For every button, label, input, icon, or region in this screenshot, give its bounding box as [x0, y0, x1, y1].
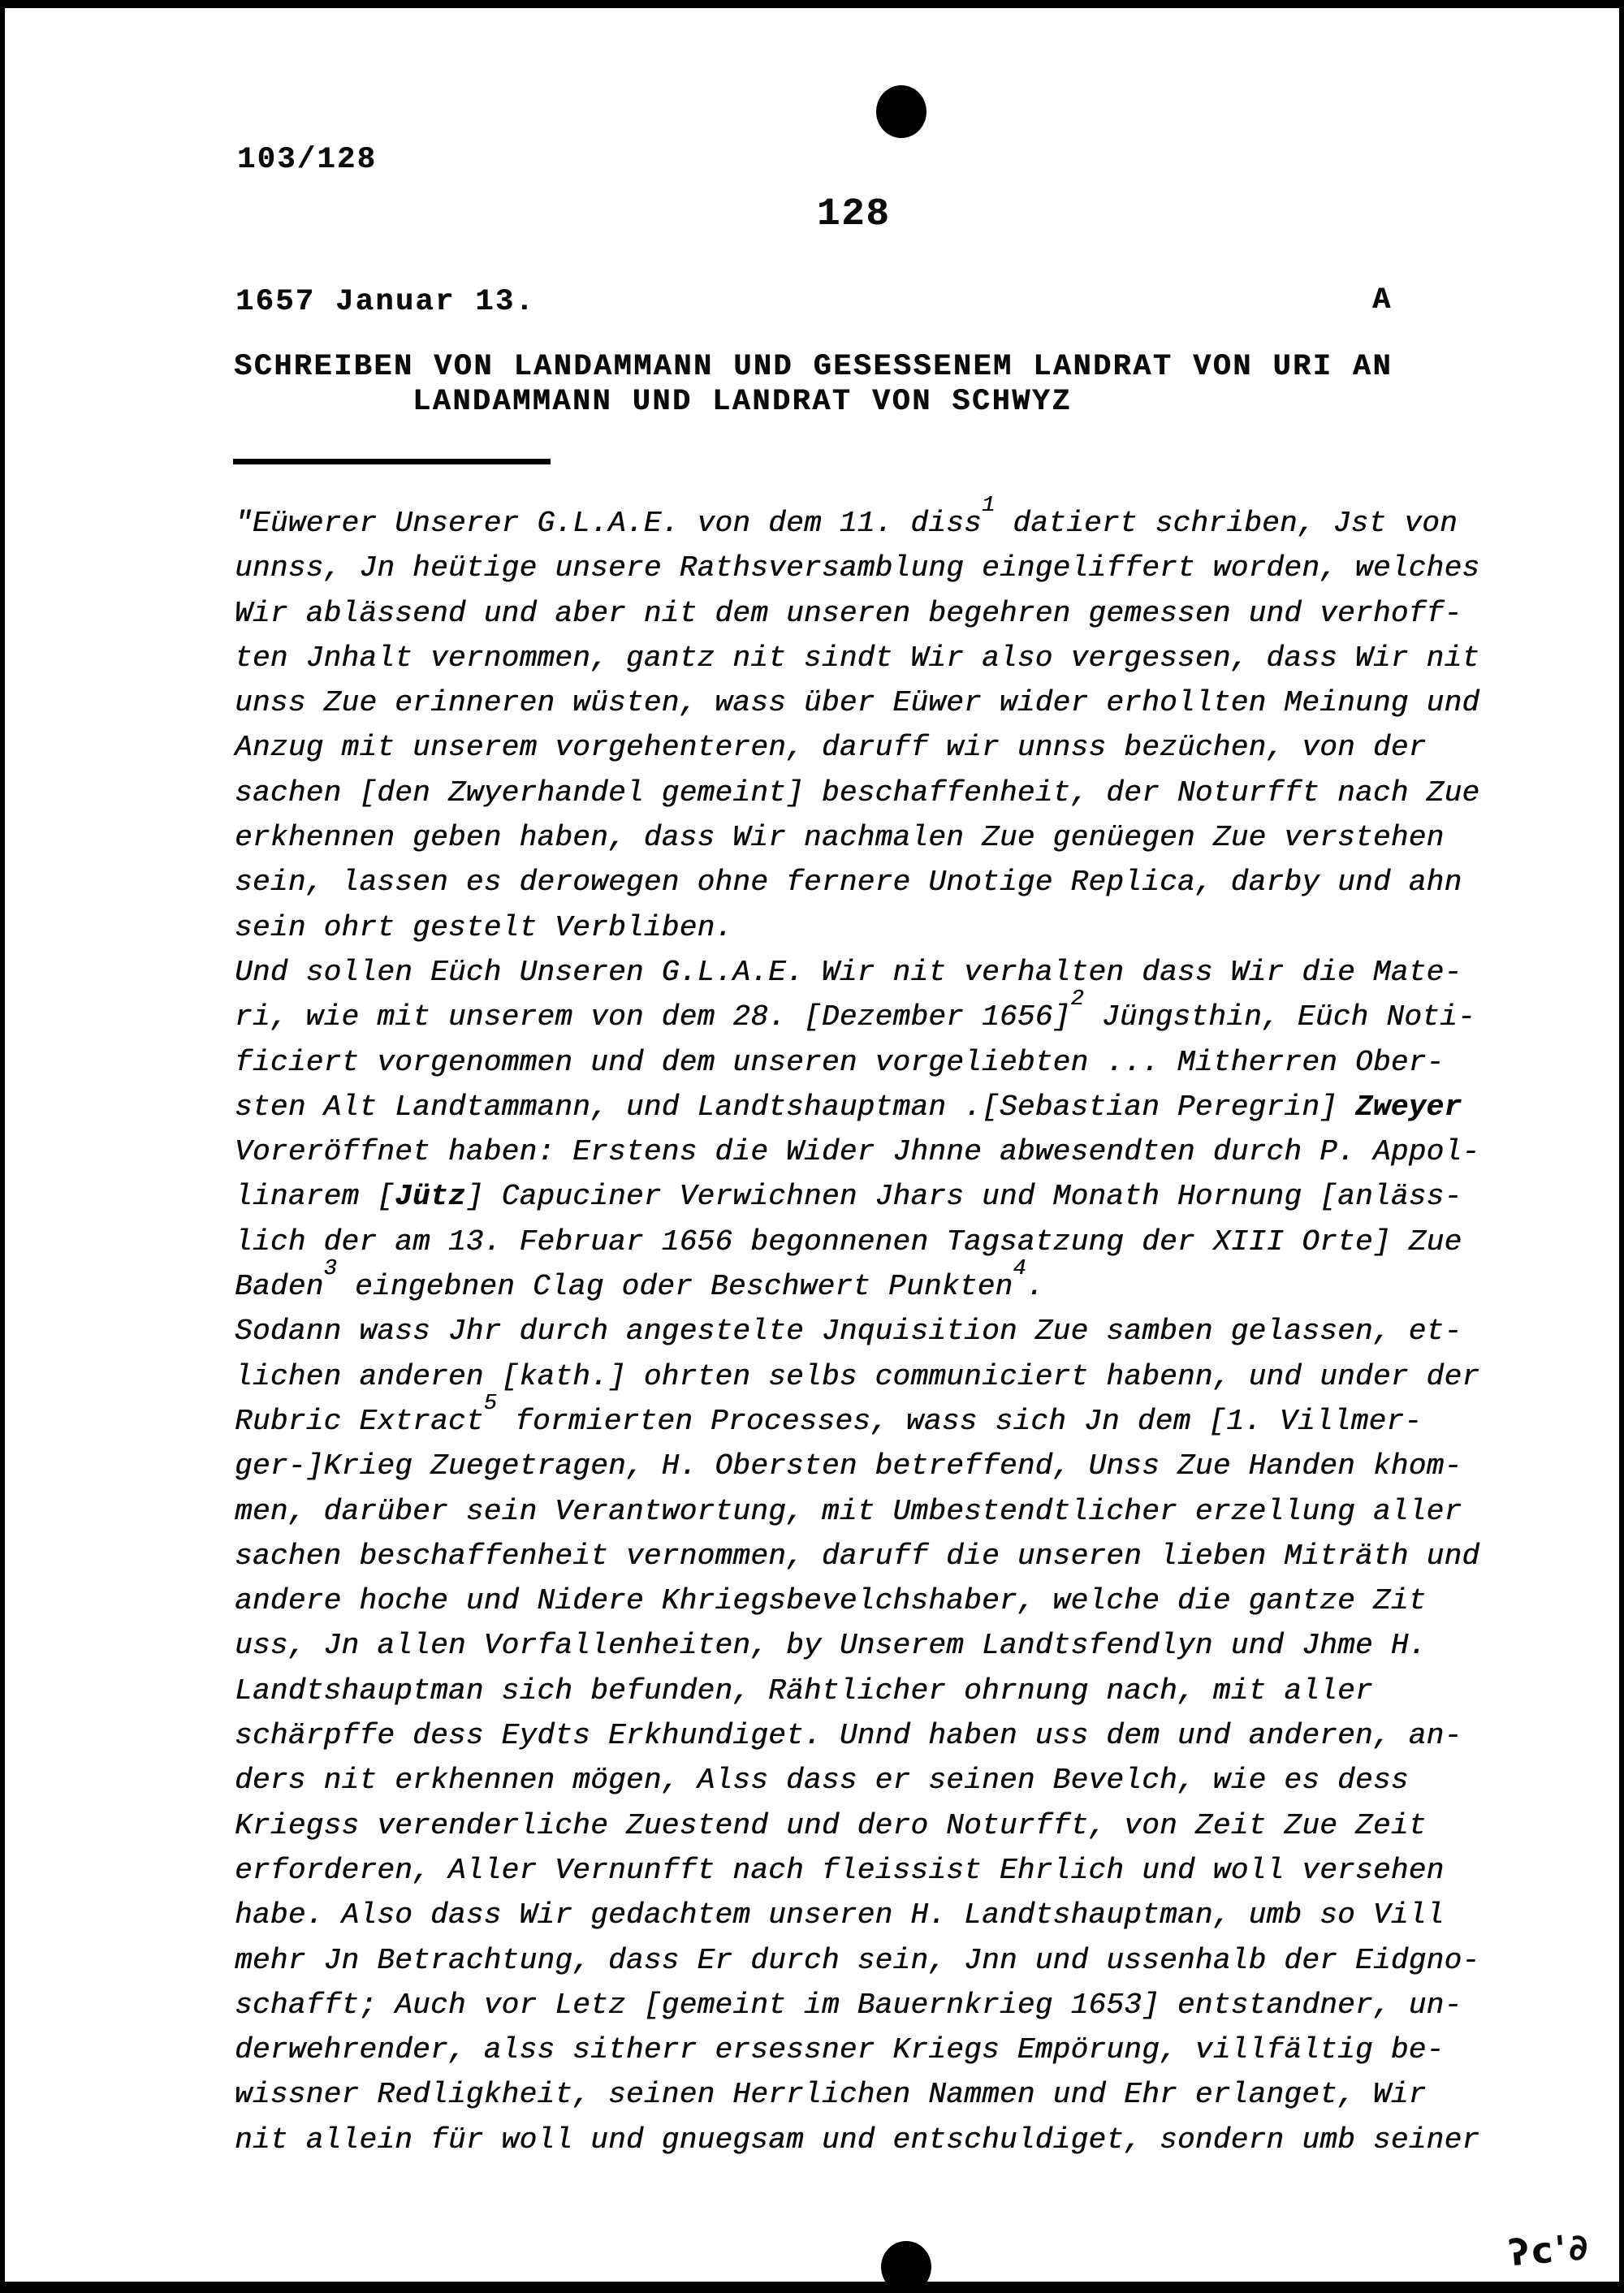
body-line	[235, 1391, 1534, 1444]
footnote-marker: 1	[981, 493, 996, 518]
text-segment: .	[1026, 1270, 1044, 1304]
footnote-marker: 5	[483, 1391, 498, 1416]
text-segment: Anzug mit unserem vorgehenteren, daruff wir unnss bezüchen, von der	[235, 731, 1427, 765]
text-segment: unss Zue erinneren wüsten, wass über Eüwer wider erhollten Meinung und	[235, 686, 1480, 720]
body-line	[235, 725, 1534, 770]
emphasized-text: Zweyer	[1354, 1090, 1462, 1124]
text-segment: ficiert vorgenommen und dem unseren vorgeliebten ... Mitherren Ober-	[235, 1045, 1445, 1079]
text-segment: ri, wie mit unserem von dem 28. [Dezember 1656]	[235, 1000, 1071, 1034]
body-line	[235, 1578, 1534, 1623]
text-segment: uss, Jn allen Vorfallenheiten, by Unserem Landtsfendlyn und Jhme H.	[235, 1629, 1427, 1663]
text-segment: Und sollen Eüch Unseren G.L.A.E. Wir nit verhalten dass Wir die Mate-	[235, 955, 1462, 989]
text-segment: men, darüber sein Verantwortung, mit Umbestendtlicher erzellung aller	[235, 1494, 1462, 1528]
body-line	[235, 1444, 1534, 1488]
body-line	[235, 771, 1534, 815]
body-line	[235, 493, 1534, 546]
text-segment: linarem [	[235, 1180, 395, 1214]
text-segment: sten Alt Landtammann, und Landtshauptman .[Sebastian Peregrin]	[235, 1090, 1355, 1124]
text-segment: erkhennen geben haben, dass Wir nachmalen Zue genüegen Zue verstehen	[235, 821, 1445, 855]
text-segment: Sodann wass Jhr durch angestelte Jnquisition Zue samben gelassen, et-	[235, 1315, 1462, 1349]
text-segment: sein ohrt gestelt Verbliben.	[235, 910, 733, 944]
text-segment: ] Capuciner Verwichnen Jhars und Monath Hornung [anläss-	[465, 1180, 1462, 1214]
body-line	[235, 1489, 1534, 1534]
body-line	[235, 1758, 1534, 1803]
text-segment: nit allein für woll und gnuegsam und entschuldiget, sondern umb seiner	[235, 2122, 1480, 2157]
body-line	[235, 1713, 1534, 1758]
body-line	[235, 905, 1534, 950]
body-line	[235, 987, 1534, 1039]
text-segment: lichen anderen [kath.] ohrten selbs communiciert habenn, und under der	[235, 1359, 1480, 1393]
text-segment: schafft; Auch vor Letz [gemeint im Bauernkrieg 1653] entstandner, un-	[235, 1988, 1462, 2022]
footnote-marker: 4	[1013, 1256, 1026, 1281]
date-line: 1657 Januar 13.	[235, 285, 536, 319]
body-line	[235, 591, 1534, 636]
text-segment: ders nit erkhennen mögen, Alss dass er seinen Bevelch, wie es dess	[235, 1764, 1409, 1798]
text-segment: datiert schriben, Jst von	[995, 507, 1458, 540]
body-line	[235, 1085, 1534, 1129]
text-segment: Baden	[235, 1270, 324, 1304]
body-line	[235, 1669, 1534, 1713]
text-segment: ger-]Krieg Zuegetragen, H. Obersten betreffend, Unss Zue Handen khom-	[235, 1449, 1462, 1483]
body-line	[235, 1220, 1534, 1264]
text-segment: Wir ablässend und aber nit dem unseren begehren gemessen und verhoff-	[235, 596, 1462, 630]
body-line	[235, 815, 1534, 860]
text-segment: Landtshauptman sich befunden, Rähtlicher ohrnung nach, mit aller	[235, 1673, 1373, 1708]
body-line	[235, 2027, 1534, 2072]
body-line	[235, 1893, 1534, 1937]
body-line	[235, 546, 1534, 590]
text-segment: Kriegss verenderliche Zuestend und dero Noturfft, von Zeit Zue Zeit	[235, 1808, 1427, 1842]
heading-line-1: SCHREIBEN VON LANDAMMANN UND GESESSENEM LANDRAT VON URI AN	[234, 350, 1393, 384]
body-line	[235, 1803, 1534, 1848]
text-segment: sein, lassen es derowegen ohne fernere Unotige Replica, darby und ahn	[235, 866, 1462, 900]
body-line	[235, 1040, 1534, 1085]
text-segment: wissner Redligkheit, seinen Herrlichen Nammen und Ehr erlanget, Wir	[235, 2078, 1427, 2112]
sheet-number: 103/128	[237, 143, 378, 177]
text-segment: "Eüwerer Unserer G.L.A.E. von dem 11. diss	[235, 507, 982, 540]
text-segment: mehr Jn Betrachtung, dass Er durch sein, Jnn und ussenhalb der Eidgno-	[235, 1943, 1480, 1977]
body-text	[235, 493, 1534, 2162]
text-segment: Jüngsthin, Eüch Noti-	[1083, 1000, 1475, 1034]
body-line	[235, 2118, 1534, 2162]
body-line	[235, 1983, 1534, 2027]
text-segment: schärpffe dess Eydts Erkhundiget. Unnd haben uss dem und anderen, an-	[235, 1719, 1462, 1753]
text-segment: sachen beschaffenheit vernommen, daruff die unseren lieben Miträth und	[235, 1539, 1480, 1573]
body-line	[235, 2072, 1534, 2117]
text-segment: habe. Also dass Wir gedachtem unseren H. Landtshauptman, umb so Vill	[235, 1898, 1445, 1932]
body-line	[235, 1354, 1534, 1399]
document-number: 128	[817, 193, 891, 236]
text-segment: eingebnen Clag oder Beschwert Punkten	[337, 1270, 1013, 1304]
body-line	[235, 860, 1534, 905]
text-segment: andere hoche und Nidere Khriegsbevelchshaber, welche die gantze Zit	[235, 1584, 1427, 1618]
footnote-marker: 3	[323, 1256, 338, 1281]
footnote-marker: 2	[1070, 987, 1084, 1013]
punch-hole-bottom-icon	[881, 2241, 931, 2293]
body-line	[235, 1256, 1534, 1309]
text-segment: erforderen, Aller Vernunfft nach fleissist Ehrlich und woll versehen	[235, 1853, 1445, 1887]
body-line	[235, 1129, 1534, 1174]
body-line	[235, 1309, 1534, 1354]
copy-letter: A	[1372, 283, 1391, 317]
body-line	[235, 1623, 1534, 1668]
text-segment: formierten Processes, wass sich Jn dem [1. Villmer-	[497, 1404, 1423, 1438]
body-line	[235, 950, 1534, 995]
body-line	[235, 680, 1534, 725]
text-segment: unnss, Jn heütige unsere Rathsversamblung eingeliffert worden, welches	[235, 551, 1480, 585]
text-segment: Voreröffnet haben: Erstens die Wider Jhnne abwesendten durch P. Appol-	[235, 1135, 1480, 1169]
text-segment: sachen [den Zwyerhandel gemeint] beschaffenheit, der Noturfft nach Zue	[235, 775, 1480, 810]
text-segment: ten Jnhalt vernommen, gantz nit sindt Wir also vergessen, dass Wir nit	[235, 641, 1480, 675]
emphasized-text: Jütz	[395, 1180, 466, 1214]
body-line	[235, 1174, 1534, 1219]
punch-hole-top-icon	[876, 85, 926, 138]
body-line	[235, 1534, 1534, 1578]
handwritten-mark: ʔc'∂	[1506, 2226, 1592, 2275]
body-line	[235, 1938, 1534, 1983]
text-segment: Rubric Extract	[235, 1404, 484, 1438]
body-line	[235, 636, 1534, 680]
heading-line-2: LANDAMMANN UND LANDRAT VON SCHWYZ	[412, 385, 1072, 419]
heading-underline-rule	[233, 459, 551, 464]
body-line	[235, 1848, 1534, 1893]
text-segment: lich der am 13. Februar 1656 begonnenen Tagsatzung der XIII Orte] Zue	[235, 1224, 1462, 1259]
text-segment: derwehrender, alss sitherr ersessner Kriegs Empörung, villfältig be-	[235, 2033, 1445, 2067]
